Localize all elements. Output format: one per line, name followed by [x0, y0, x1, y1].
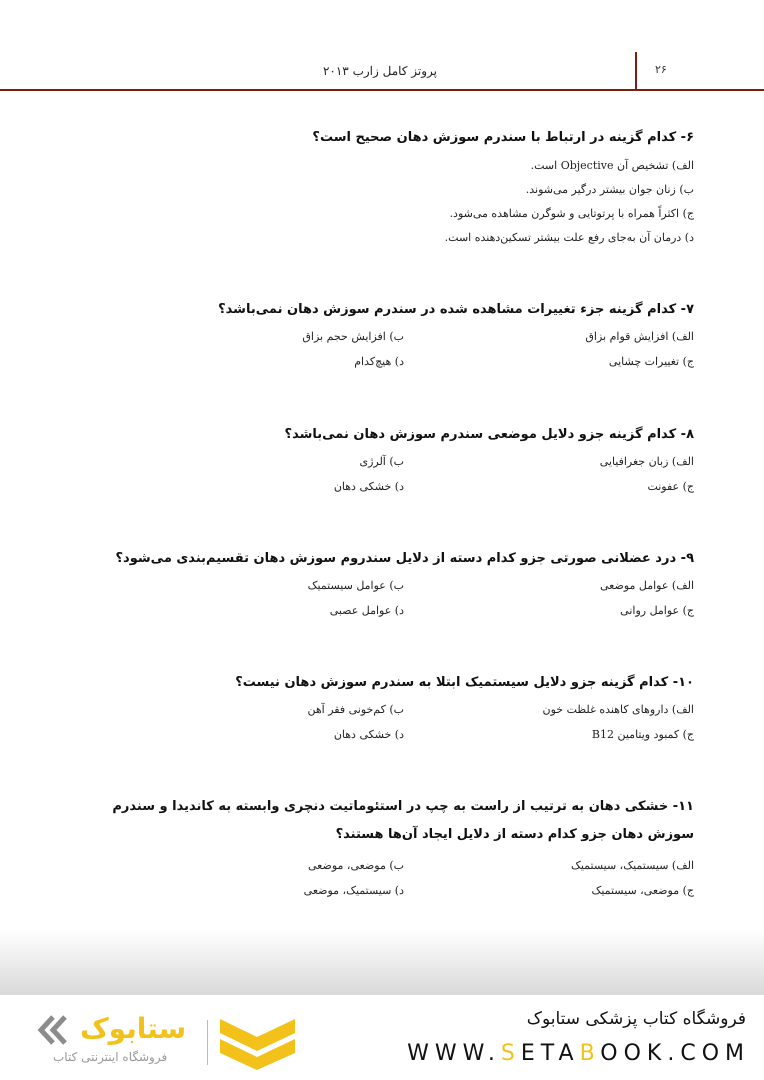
question-text: ۶- کدام گزینه در ارتباط با سندرم سوزش دهان صحیح است؟ — [312, 130, 694, 145]
options — [79, 853, 694, 903]
option-d: د) عوامل عصبی — [329, 604, 404, 617]
option-c: ج) کمبود ویتامین B12 — [591, 728, 694, 741]
question-8 — [264, 425, 694, 499]
url-accent-letter: B — [579, 1041, 601, 1066]
option-d: د) هیچ‌کدام — [354, 355, 404, 368]
option-a: الف) تشخیص آن Objective است. — [530, 159, 694, 172]
options — [312, 154, 694, 250]
logo-tagline: فروشگاه اینترنتی کتاب — [53, 1050, 168, 1064]
options — [116, 573, 694, 623]
chevron-arrows-icon — [35, 1015, 75, 1045]
options — [235, 697, 694, 747]
option-c: ج) اکثراً همراه با پرتوتایی و شوگرن مشاهده می‌شود. — [449, 207, 694, 220]
question-text: ۱۱- خشکی دهان به ترتیب از راست به چپ در استئوماتیت دنچری وابسته به کاندیدا و سندرم سوزش دهان جزو کدام دسته از دلایل ایجاد آن‌ها هستند؟ — [112, 799, 694, 842]
header-divider — [635, 52, 637, 90]
store-url[interactable] — [407, 1041, 750, 1066]
option-a: الف) داروهای کاهنده غلظت خون — [542, 703, 694, 716]
option-a: الف) عوامل موضعی — [600, 579, 694, 592]
page-bottom-shadow — [0, 930, 764, 995]
store-banner — [0, 995, 764, 1080]
option-b: ب) آلرژی — [359, 455, 404, 468]
running-title: پروتز کامل زارب ۲۰۱۳ — [322, 64, 438, 78]
question-text: ۷- کدام گزینه جزء تغییرات مشاهده شده در سندرم سوزش دهان نمی‌باشد؟ — [218, 302, 694, 317]
book-chevron-icon — [220, 1015, 295, 1070]
store-title: فروشگاه کتاب پزشکی ستابوک — [526, 1009, 746, 1029]
option-b: ب) عوامل سیستمیک — [307, 579, 404, 592]
question-6 — [312, 128, 694, 250]
question-7 — [218, 300, 694, 374]
option-d: د) درمان آن به‌جای رفع علت بیشتر تسکین‌دهنده است. — [444, 231, 694, 244]
option-c: ج) عوامل روانی — [620, 604, 694, 617]
logo-wordmark: ستابوک — [80, 1012, 187, 1045]
page-number: ۲۶ — [655, 63, 667, 76]
header-rule — [0, 89, 764, 91]
option-a: الف) افزایش قوام بزاق — [585, 330, 694, 343]
question-11 — [79, 793, 694, 903]
url-part: WWW. — [407, 1041, 501, 1066]
options — [218, 324, 694, 374]
setabook-logo — [35, 1010, 305, 1070]
option-a: الف) زبان جغرافیایی — [599, 455, 694, 468]
option-c: ج) تغییرات چشایی — [608, 355, 694, 368]
option-b: ب) کم‌خونی فقر آهن — [307, 703, 404, 716]
option-c: ج) عفونت — [647, 480, 694, 493]
options — [264, 449, 694, 499]
url-accent-letter: S — [500, 1041, 521, 1066]
question-9 — [116, 549, 694, 623]
option-d: د) سیستمیک، موضعی — [303, 884, 404, 897]
question-10 — [235, 673, 694, 747]
logo-separator — [207, 1020, 208, 1065]
url-part: ETA — [520, 1041, 580, 1066]
option-a: الف) سیستمیک، سیستمیک — [570, 859, 694, 872]
option-c: ج) موضعی، سیستمیک — [591, 884, 694, 897]
question-text: ۱۰- کدام گزینه جزو دلایل سیستمیک ابتلا به سندرم سوزش دهان نیست؟ — [235, 675, 694, 690]
question-text: ۸- کدام گزینه جزو دلایل موضعی سندرم سوزش دهان نمی‌باشد؟ — [284, 427, 694, 442]
option-b: ب) موضعی، موضعی — [308, 859, 404, 872]
url-part: OOK.COM — [600, 1041, 750, 1066]
option-d: د) خشکی دهان — [333, 480, 404, 493]
option-d: د) خشکی دهان — [333, 728, 404, 741]
option-b: ب) افزایش حجم بزاق — [302, 330, 404, 343]
option-b: ب) زنان جوان بیشتر درگیر می‌شوند. — [525, 183, 694, 196]
question-text: ۹- درد عضلانی صورتی جزو کدام دسته از دلایل سندروم سوزش دهان تقسیم‌بندی می‌شود؟ — [115, 551, 694, 566]
